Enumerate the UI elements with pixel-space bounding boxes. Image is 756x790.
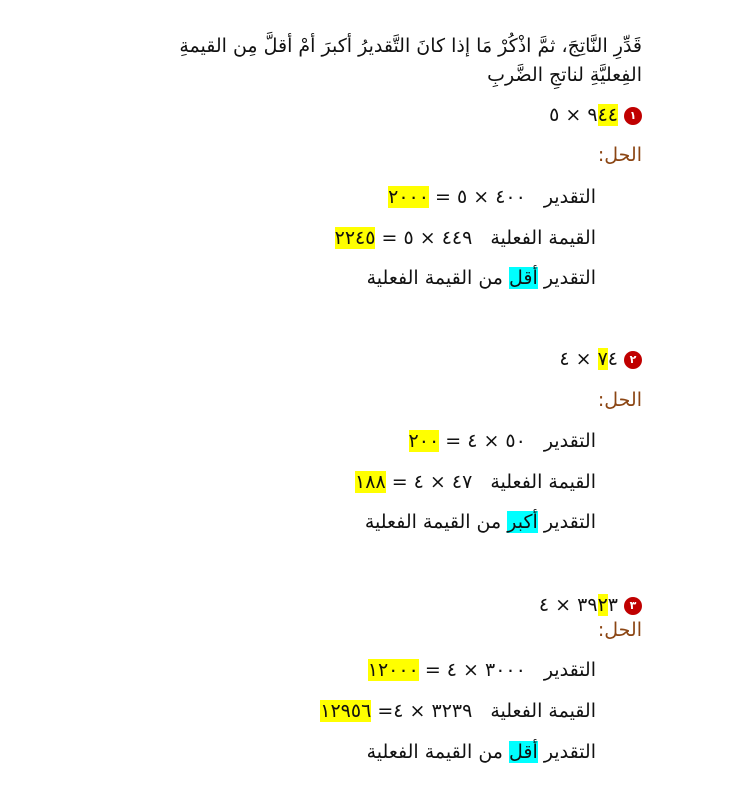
problem-number-badge: ١: [624, 107, 642, 125]
estimate-word: التقدير: [543, 430, 596, 452]
conclusion-highlight: أقل: [509, 741, 538, 763]
solution-label: الحل:: [597, 389, 642, 411]
actual-expr: ٤٤٩ × ٥ =: [381, 227, 473, 249]
actual-result: ٢٢٤٥: [334, 227, 376, 249]
actual-line: [355, 469, 596, 495]
problem-number-badge: ٢: [624, 351, 642, 369]
conclusion-line: [367, 739, 596, 765]
problem-text-post: × ٥: [549, 104, 582, 126]
estimate-word: التقدير: [543, 659, 596, 681]
solution-label: الحل:: [597, 619, 642, 641]
conclusion-pre: التقدير: [543, 741, 596, 763]
conclusion-highlight: أقل: [509, 267, 538, 289]
problem-highlight: ٢: [597, 594, 608, 616]
actual-result: ١٨٨: [355, 471, 386, 493]
actual-line: [320, 698, 596, 724]
conclusion-post: من القيمة الفعلية: [366, 741, 503, 763]
estimate-line: [388, 184, 596, 210]
problem-1: [549, 102, 642, 128]
estimate-expr: ٥٠ × ٤ =: [445, 430, 526, 452]
solution-label: الحل:: [597, 144, 642, 166]
conclusion-post: من القيمة الفعلية: [366, 267, 503, 289]
estimate-expr: ٤٠٠ × ٥ =: [435, 186, 526, 208]
estimate-line: [368, 657, 596, 683]
conclusion-line: [367, 265, 596, 291]
conclusion-pre: التقدير: [543, 267, 596, 289]
estimate-line: [409, 428, 596, 454]
instruction-text: قَدِّرِ النَّاتِجَ، ثمَّ اذْكُرْ مَا إذا كانَ التَّقديرُ أكبرَ أمْ أقلَّ مِن القيمةِ الفِعليَّةِ لناتجِ الضَّربِ: [179, 35, 642, 86]
problem-highlight: ٧: [597, 348, 608, 370]
estimate-word: التقدير: [543, 186, 596, 208]
problem-text-post: ٤ × ٤: [559, 348, 618, 370]
actual-word: القيمة الفعلية: [490, 471, 596, 493]
actual-word: القيمة الفعلية: [490, 227, 596, 249]
conclusion-highlight: أكبر: [507, 511, 538, 533]
actual-expr: ٤٧ × ٤ =: [391, 471, 473, 493]
problem-2: [559, 346, 642, 372]
estimate-result: ١٢٠٠٠: [367, 659, 419, 681]
conclusion-line: [365, 509, 596, 535]
problem-text-pre: ٩: [587, 104, 598, 126]
estimate-expr: ٣٠٠٠ × ٤ =: [424, 659, 526, 681]
conclusion-post: من القيمة الفعلية: [364, 511, 502, 533]
conclusion-pre: التقدير: [543, 511, 596, 533]
problem-text-post: ٣ × ٤: [538, 594, 618, 616]
estimate-result: ٢٠٠٠: [388, 186, 429, 208]
estimate-result: ٢٠٠: [408, 430, 440, 452]
actual-result: ١٢٩٥٦: [320, 700, 372, 722]
actual-line: [335, 225, 596, 251]
actual-expr: ٣٢٣٩ × ٤=: [377, 700, 473, 722]
problem-number-badge: ٣: [624, 597, 642, 615]
problem-3: [539, 592, 642, 618]
problem-highlight: ٤٤: [597, 104, 618, 126]
actual-word: القيمة الفعلية: [490, 700, 596, 722]
problem-text-pre: ٣٩: [577, 594, 598, 616]
